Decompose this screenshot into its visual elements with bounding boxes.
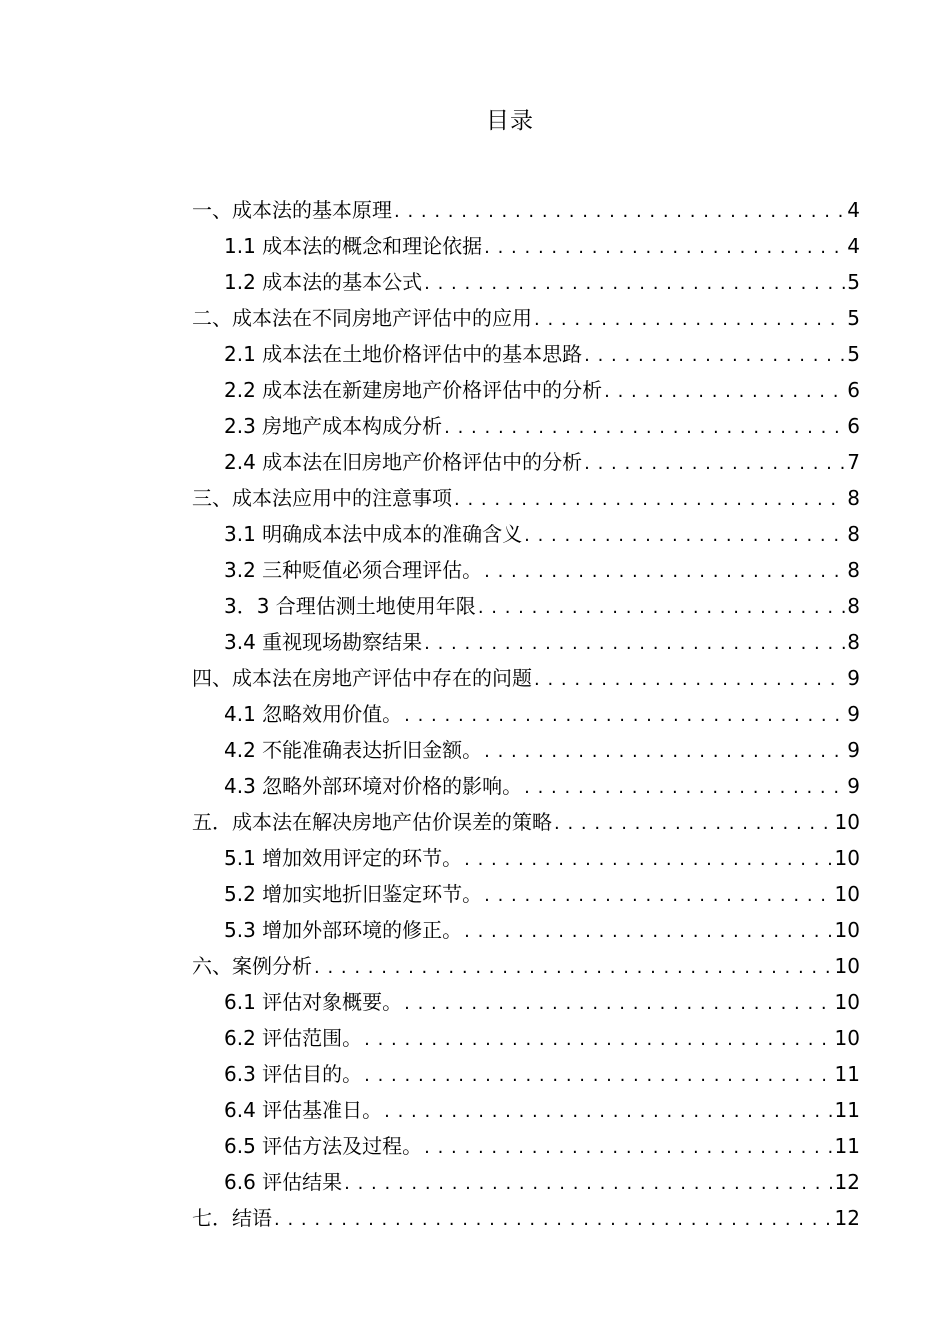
toc-page-number: 10	[834, 846, 860, 870]
toc-page-number: 11	[834, 1134, 860, 1158]
toc-page-number: 10	[834, 918, 860, 942]
toc-entry-title: 一、成本法的基本原理	[192, 198, 392, 222]
toc-dot-leader	[424, 1130, 832, 1166]
toc-dot-leader	[604, 374, 845, 410]
toc-entry-title: 6.5 评估方法及过程。	[224, 1134, 423, 1158]
toc-entry[interactable]	[192, 948, 860, 984]
toc-page-number: 8	[847, 486, 860, 510]
toc-dot-leader	[484, 734, 845, 770]
toc-entry[interactable]	[192, 300, 860, 336]
toc-entry[interactable]	[192, 264, 860, 300]
toc-entry-title: 5.1 增加效用评定的环节。	[224, 846, 463, 870]
toc-dot-leader	[404, 986, 832, 1022]
toc-dot-leader	[384, 1094, 832, 1130]
toc-dot-leader	[524, 518, 845, 554]
toc-dot-leader	[424, 266, 845, 302]
toc-entry[interactable]	[192, 768, 860, 804]
toc-entry-title: 1.2 成本法的基本公式	[224, 270, 423, 294]
toc-entry-title: 4.2 不能准确表达折旧金额。	[224, 738, 483, 762]
toc-entry-title: 三、成本法应用中的注意事项	[192, 486, 452, 510]
toc-entry[interactable]	[192, 408, 860, 444]
toc-dot-leader	[344, 1166, 832, 1202]
toc-page-number: 5	[847, 342, 860, 366]
toc-page-number: 10	[834, 882, 860, 906]
toc-entry-title: 2.1 成本法在土地价格评估中的基本思路	[224, 342, 583, 366]
toc-dot-leader	[478, 590, 845, 626]
toc-dot-leader	[394, 194, 845, 230]
toc-dot-leader	[484, 230, 845, 266]
toc-page-number: 9	[847, 666, 860, 690]
toc-entry[interactable]	[192, 228, 860, 264]
toc-entry-title: 6.1 评估对象概要。	[224, 990, 403, 1014]
toc-page-number: 11	[834, 1098, 860, 1122]
toc-entry[interactable]	[192, 1128, 860, 1164]
toc-entry-title: 3.4 重视现场勘察结果	[224, 630, 423, 654]
toc-entry-title: 3．3 合理估测土地使用年限	[224, 594, 476, 618]
toc-entry[interactable]	[192, 1020, 860, 1056]
toc-page-number: 5	[847, 270, 860, 294]
toc-entry[interactable]	[192, 516, 860, 552]
toc-entry[interactable]	[192, 552, 860, 588]
toc-dot-leader	[584, 338, 845, 374]
toc-entry[interactable]	[192, 840, 860, 876]
toc-dot-leader	[484, 878, 832, 914]
toc-entry[interactable]	[192, 804, 860, 840]
toc-entry-title: 二、成本法在不同房地产评估中的应用	[192, 306, 532, 330]
toc-page-number: 8	[847, 558, 860, 582]
toc-entry[interactable]	[192, 732, 860, 768]
toc-entry[interactable]	[192, 1200, 860, 1236]
toc-entry[interactable]	[192, 336, 860, 372]
toc-entry-title: 5.2 增加实地折旧鉴定环节。	[224, 882, 483, 906]
page-title: 目录	[486, 108, 534, 134]
toc-dot-leader	[534, 662, 845, 698]
toc-page-number: 4	[847, 198, 860, 222]
toc-dot-leader	[314, 950, 833, 986]
toc-entry-title: 2.2 成本法在新建房地产价格评估中的分析	[224, 378, 603, 402]
toc-page-number: 8	[847, 594, 860, 618]
toc-entry-title: 6.3 评估目的。	[224, 1062, 363, 1086]
toc-dot-leader	[524, 770, 845, 806]
toc-entry-title: 六、案例分析	[192, 954, 312, 978]
toc-entry-title: 2.4 成本法在旧房地产价格评估中的分析	[224, 450, 583, 474]
toc-entry[interactable]	[192, 876, 860, 912]
toc-page-number: 8	[847, 630, 860, 654]
toc-entry-title: 3.2 三种贬值必须合理评估。	[224, 558, 483, 582]
toc-entry-title: 2.3 房地产成本构成分析	[224, 414, 443, 438]
toc-page-number: 4	[847, 234, 860, 258]
toc-dot-leader	[424, 626, 845, 662]
toc-dot-leader	[454, 482, 845, 518]
toc-dot-leader	[464, 842, 832, 878]
toc-page-number: 10	[834, 990, 860, 1014]
toc-entry-title: 6.6 评估结果	[224, 1170, 343, 1194]
toc-entry-title: 6.4 评估基准日。	[224, 1098, 383, 1122]
toc-dot-leader	[444, 410, 845, 446]
toc-entry-title: 4.1 忽略效用价值。	[224, 702, 403, 726]
toc-entry-title: 1.1 成本法的概念和理论依据	[224, 234, 483, 258]
toc-dot-leader	[364, 1022, 832, 1058]
toc-entry[interactable]	[192, 1164, 860, 1200]
toc-entry-title: 5.3 增加外部环境的修正。	[224, 918, 463, 942]
toc-page-number: 12	[834, 1170, 860, 1194]
toc-dot-leader	[484, 554, 845, 590]
toc-page-number: 10	[834, 1026, 860, 1050]
toc-page-number: 9	[847, 702, 860, 726]
toc-entry-title: 4.3 忽略外部环境对价格的影响。	[224, 774, 523, 798]
toc-entry[interactable]	[192, 912, 860, 948]
toc-entry-title: 3.1 明确成本法中成本的准确含义	[224, 522, 523, 546]
toc-page-number: 9	[847, 738, 860, 762]
toc-page-number: 8	[847, 522, 860, 546]
toc-entry-title: 6.2 评估范围。	[224, 1026, 363, 1050]
toc-entry[interactable]	[192, 696, 860, 732]
toc-dot-leader	[364, 1058, 832, 1094]
toc-dot-leader	[584, 446, 845, 482]
toc-page-number: 12	[834, 1206, 860, 1230]
table-of-contents	[192, 192, 860, 1236]
toc-page-number: 6	[847, 378, 860, 402]
toc-entry[interactable]	[192, 588, 860, 624]
toc-entry[interactable]	[192, 444, 860, 480]
toc-page-number: 11	[834, 1062, 860, 1086]
toc-entry[interactable]	[192, 480, 860, 516]
toc-entry[interactable]	[192, 192, 860, 228]
toc-entry[interactable]	[192, 1056, 860, 1092]
toc-entry[interactable]	[192, 984, 860, 1020]
toc-entry[interactable]	[192, 1092, 860, 1128]
toc-dot-leader	[554, 806, 833, 842]
toc-entry[interactable]	[192, 372, 860, 408]
toc-page-number: 9	[847, 774, 860, 798]
toc-entry-title: 五．成本法在解决房地产估价误差的策略	[192, 810, 552, 834]
toc-page-number: 6	[847, 414, 860, 438]
toc-entry-title: 七．结语	[192, 1206, 272, 1230]
toc-page-number: 7	[847, 450, 860, 474]
toc-page-number: 10	[834, 810, 860, 834]
toc-entry[interactable]	[192, 624, 860, 660]
toc-page-number: 5	[847, 306, 860, 330]
toc-dot-leader	[464, 914, 832, 950]
toc-dot-leader	[404, 698, 845, 734]
toc-entry[interactable]	[192, 660, 860, 696]
toc-page-number: 10	[834, 954, 860, 978]
toc-dot-leader	[274, 1202, 833, 1238]
toc-dot-leader	[534, 302, 845, 338]
toc-entry-title: 四、成本法在房地产评估中存在的问题	[192, 666, 532, 690]
